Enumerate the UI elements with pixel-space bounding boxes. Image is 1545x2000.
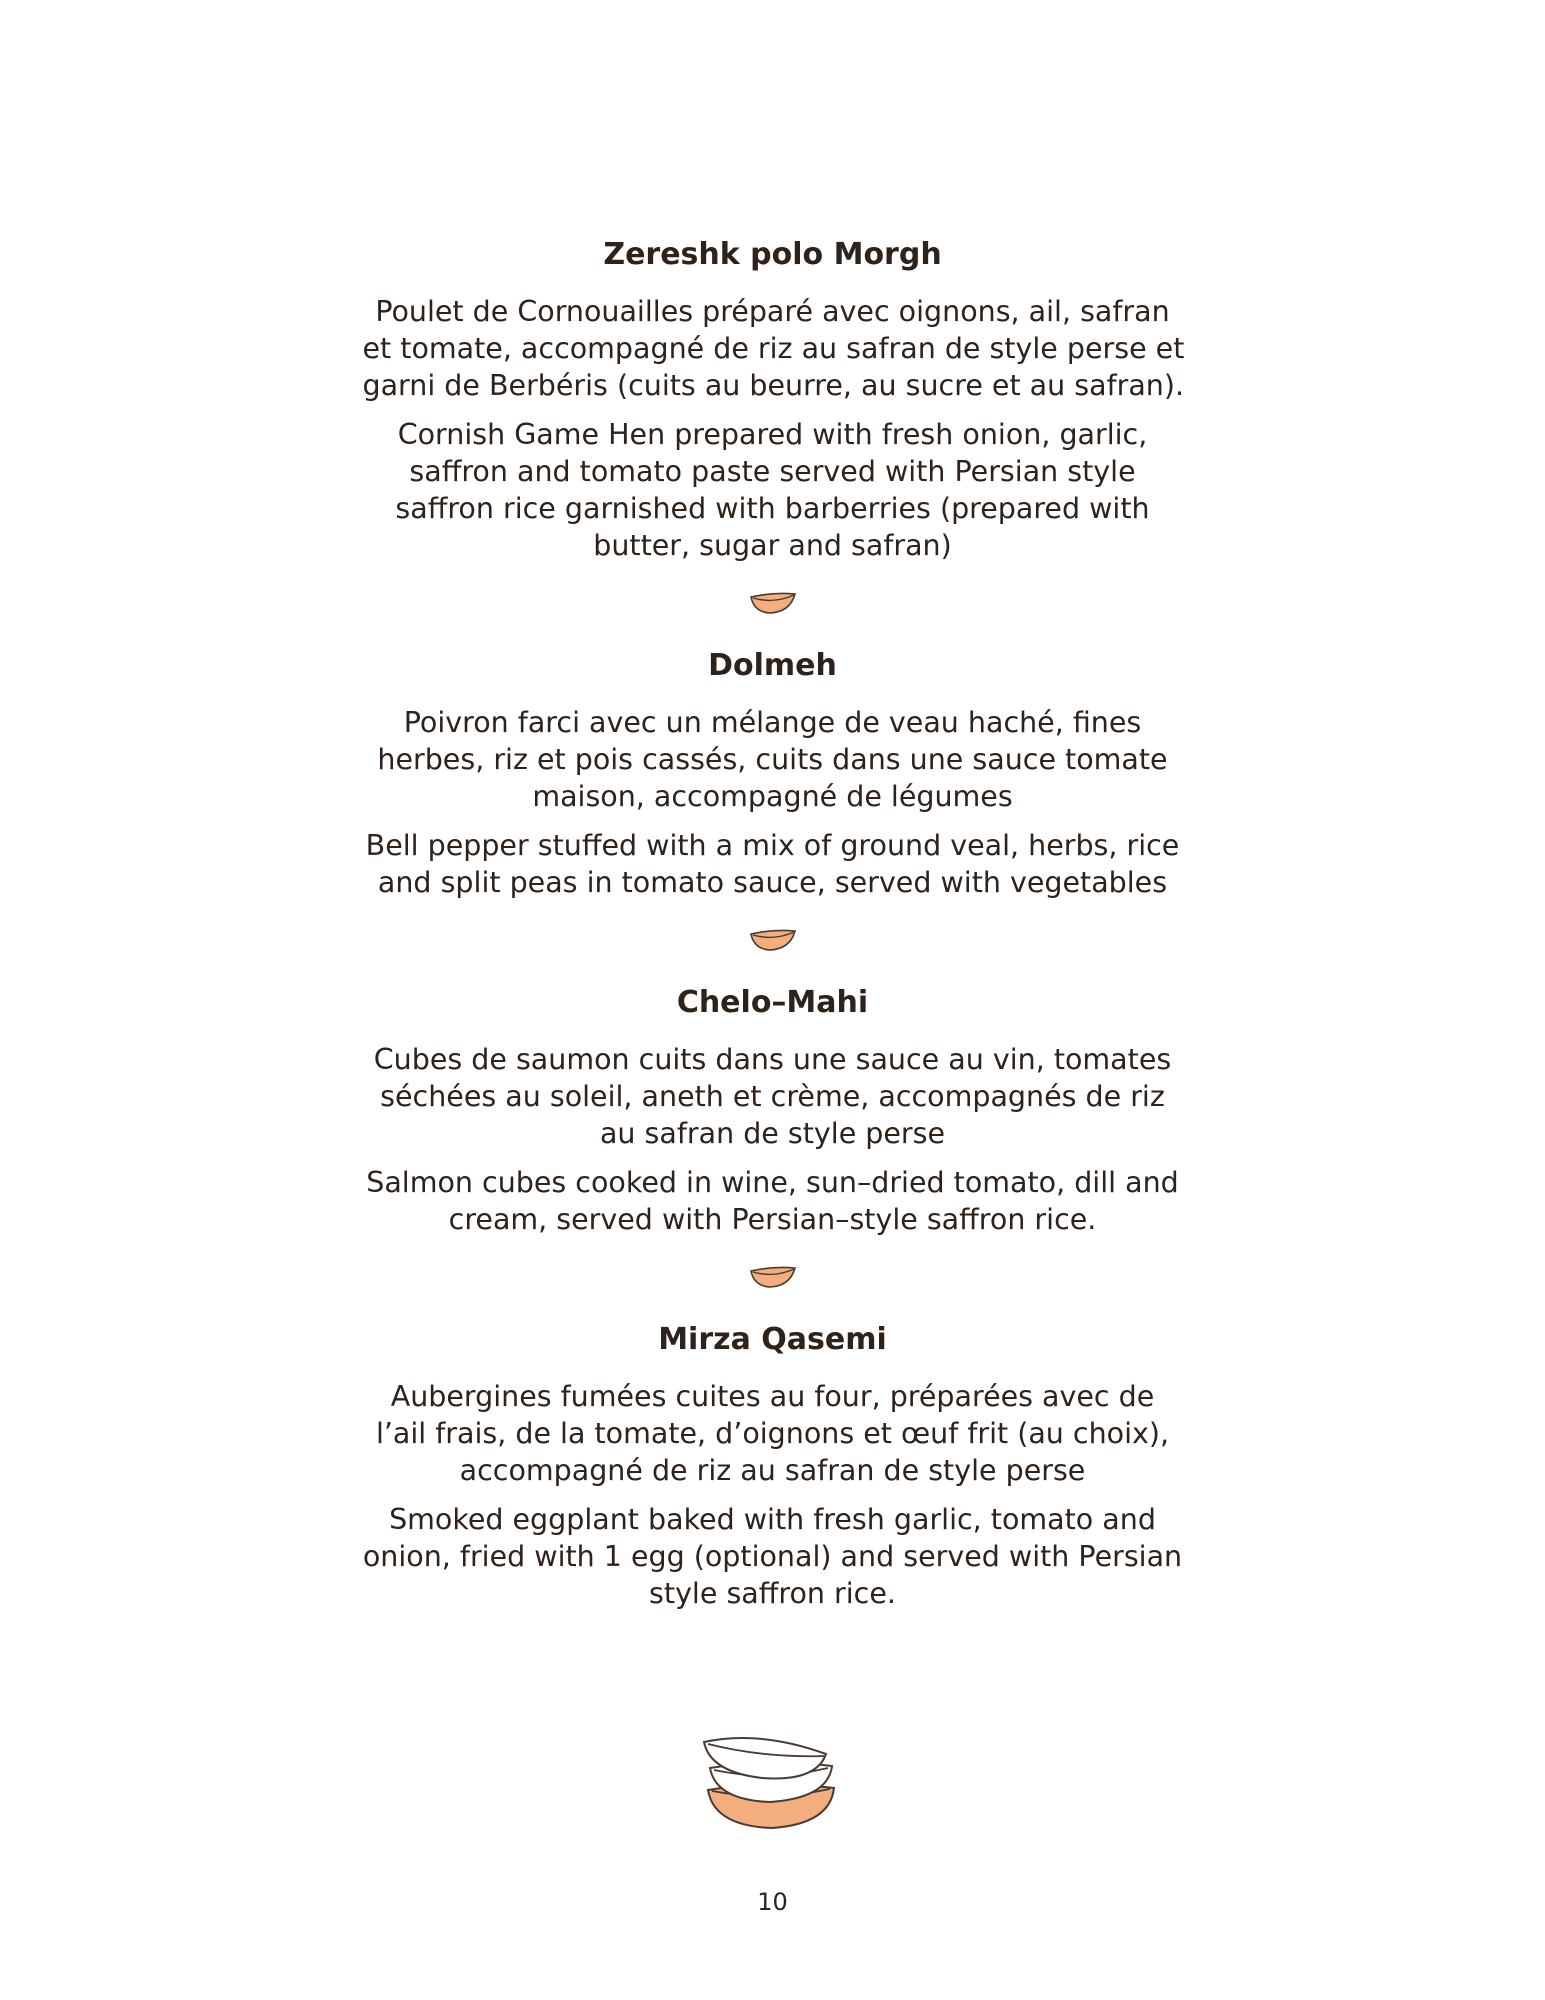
description-line: Bell pepper stuffed with a mix of ground veal, herbs, rice bbox=[365, 829, 1180, 862]
dish-description-en bbox=[363, 416, 1183, 564]
description-line: herbes, riz et pois cassés, cuits dans une sauce tomate bbox=[377, 743, 1168, 776]
dish-title: Zereshk polo Morgh bbox=[603, 237, 942, 272]
menu-page bbox=[0, 235, 1545, 1624]
description-line: saffron and tomato paste served with Persian style bbox=[409, 455, 1136, 488]
description-line: l’ail frais, de la tomate, d’oignons et œuf frit (au choix), bbox=[375, 1417, 1170, 1450]
description-line: Salmon cubes cooked in wine, sun–dried tomato, dill and bbox=[366, 1166, 1179, 1199]
dish-title: Chelo–Mahi bbox=[676, 985, 869, 1020]
description-line: au safran de style perse bbox=[599, 1117, 946, 1150]
dish-description-en bbox=[363, 827, 1183, 901]
dish-mirza-qasemi bbox=[0, 1320, 1545, 1612]
description-line: Smoked eggplant baked with fresh garlic, tomato and bbox=[389, 1503, 1156, 1536]
description-line: cream, served with Persian–style saffron rice. bbox=[448, 1203, 1097, 1236]
dish-description-fr bbox=[363, 293, 1183, 404]
description-line: and split peas in tomato sauce, served with vegetables bbox=[377, 866, 1168, 899]
description-line: butter, sugar and safran) bbox=[593, 529, 952, 562]
bowl-icon bbox=[748, 925, 798, 955]
description-line: et tomate, accompagné de riz au safran de style perse et bbox=[362, 332, 1185, 365]
dish-zereshk-polo-morgh bbox=[0, 235, 1545, 564]
bowl-icon bbox=[748, 1262, 798, 1292]
dish-description-fr bbox=[363, 1041, 1183, 1152]
description-line: saffron rice garnished with barberries (prepared with bbox=[395, 492, 1150, 525]
description-line: onion, fried with 1 egg (optional) and served with Persian bbox=[362, 1540, 1183, 1573]
description-line: Cornish Game Hen prepared with fresh onion, garlic, bbox=[397, 418, 1148, 451]
description-line: Poivron farci avec un mélange de veau haché, fines bbox=[403, 706, 1142, 739]
dish-title: Mirza Qasemi bbox=[658, 1322, 887, 1357]
dish-description-en bbox=[363, 1501, 1183, 1612]
bowl-icon bbox=[748, 588, 798, 618]
description-line: séchées au soleil, aneth et crème, accompagnés de riz bbox=[380, 1080, 1165, 1113]
dish-chelo-mahi bbox=[0, 983, 1545, 1238]
page-number: 10 bbox=[757, 1888, 788, 1916]
dish-dolmeh bbox=[0, 646, 1545, 901]
stacked-bowls-icon bbox=[700, 1728, 840, 1838]
description-line: Poulet de Cornouailles préparé avec oignons, ail, safran bbox=[375, 295, 1170, 328]
description-line: maison, accompagné de légumes bbox=[532, 780, 1013, 813]
dish-description-fr bbox=[363, 704, 1183, 815]
description-line: style saffron rice. bbox=[649, 1577, 896, 1610]
description-line: Aubergines fumées cuites au four, préparées avec de bbox=[390, 1380, 1155, 1413]
dish-title: Dolmeh bbox=[708, 648, 837, 683]
dish-description-fr bbox=[363, 1378, 1183, 1489]
dish-description-en bbox=[363, 1164, 1183, 1238]
description-line: accompagné de riz au safran de style perse bbox=[459, 1454, 1086, 1487]
description-line: garni de Berbéris (cuits au beurre, au sucre et au safran). bbox=[362, 369, 1185, 402]
description-line: Cubes de saumon cuits dans une sauce au vin, tomates bbox=[373, 1043, 1172, 1076]
